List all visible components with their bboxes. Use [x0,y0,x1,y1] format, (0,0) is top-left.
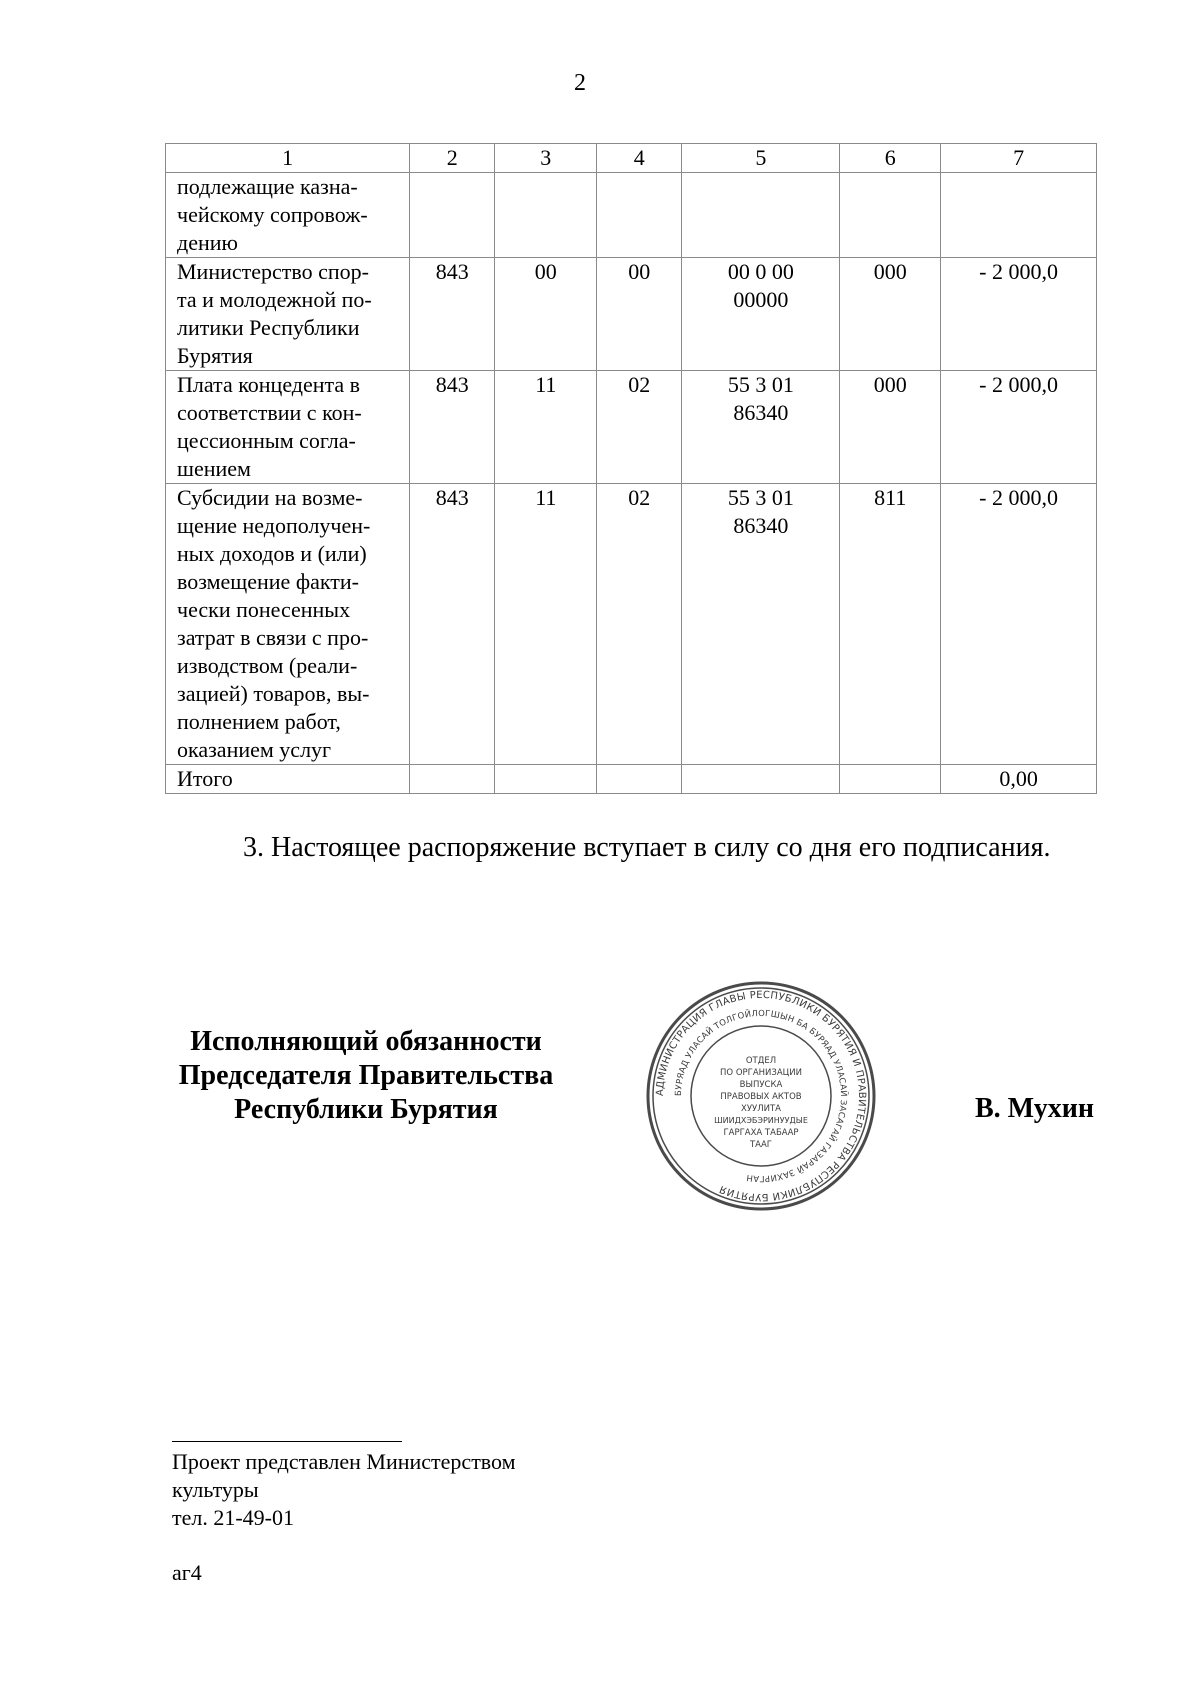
column-header-5: 5 [682,144,840,173]
official-stamp [645,980,877,1212]
document-code: аг4 [172,1560,202,1585]
row-cell: 843 [410,258,495,371]
row-amount [941,173,1097,258]
budget-changes-table [165,143,1097,794]
row-cell: 00 0 00 00000 [682,258,840,371]
table-row [166,258,1097,371]
total-label: Итого [166,765,410,794]
signatory-title-line: Председателя Правительства [178,1060,554,1091]
row-description: Плата концедента в соответствии с кон- цессионным согла- шением [166,371,410,484]
row-cell [597,765,682,794]
row-amount: - 2 000,0 [941,258,1097,371]
row-cell: 843 [410,484,495,765]
footnote [172,1448,516,1532]
row-cell: 02 [597,484,682,765]
row-description: Субсидии на возме- щение недополучен- ных доходов и (или) возмещение факти- чески понесенных затрат в связи с про- изводством (реали- зацией) товаров, вы- полнением работ, оказанием услуг [166,484,410,765]
row-cell: 55 3 01 86340 [682,371,840,484]
column-header-2: 2 [410,144,495,173]
row-cell: 000 [840,371,941,484]
stamp-center-line: ВЫПУСКА [739,1080,783,1090]
row-description: Министерство спор- та и молодежной по- литики Республики Бурятия [166,258,410,371]
stamp-center-line: ТААГ [749,1140,773,1150]
clause-3-text: 3. Настоящее распоряжение вступает в силу со дня его подписания. [243,832,1051,863]
column-header-6: 6 [840,144,941,173]
table-row [166,173,1097,258]
row-cell [840,173,941,258]
footnote-divider [172,1441,402,1442]
row-cell: 811 [840,484,941,765]
row-cell [410,765,495,794]
row-cell [495,765,597,794]
footnote-line: Проект представлен Министерством [172,1449,516,1474]
stamp-outer-ring-text: АДМИНИСТРАЦИЯ ГЛАВЫ РЕСПУБЛИКИ БУРЯТИЯ И ПРАВИТЕЛЬСТВА РЕСПУБЛИКИ БУРЯТИЯ [654,989,868,1203]
signatory-title-line: Республики Бурятия [234,1094,498,1125]
footnote-line: тел. 21-49-01 [172,1505,295,1530]
table-row [166,371,1097,484]
signatory-title-line: Исполняющий обязанности [190,1026,542,1057]
row-cell [410,173,495,258]
column-header-4: 4 [597,144,682,173]
row-cell [495,173,597,258]
row-cell [682,173,840,258]
column-header-3: 3 [495,144,597,173]
row-cell: 11 [495,484,597,765]
row-cell: 00 [495,258,597,371]
row-cell: 02 [597,371,682,484]
row-cell: 11 [495,371,597,484]
row-cell: 00 [597,258,682,371]
row-cell [597,173,682,258]
column-header-1: 1 [166,144,410,173]
stamp-center-line: ХУУЛИТА [741,1104,781,1114]
stamp-center-line: ПО ОРГАНИЗАЦИИ [720,1068,802,1078]
footnote-line: культуры [172,1477,259,1502]
row-cell [840,765,941,794]
column-header-7: 7 [941,144,1097,173]
stamp-center-line: ПРАВОВЫХ АКТОВ [720,1092,802,1102]
stamp-center-line: ШИИДХЭБЭРИНУУДЫЕ [714,1116,808,1125]
row-cell: 843 [410,371,495,484]
row-description: подлежащие казна- чейскому сопровож- дению [166,173,410,258]
row-amount: - 2 000,0 [941,371,1097,484]
stamp-inner-ring-text: БУРЯАД УЛАСАЙ ТОЛГОЙЛОГШЫН БА БУРЯАД УЛАСАЙ ЗАСАГАЙ ГАЗАРАЙ ЗАХИРГАН [673,1008,849,1184]
table-header-row [166,144,1097,173]
stamp-center-line: ОТДЕЛ [745,1056,777,1066]
row-cell [682,765,840,794]
row-amount: - 2 000,0 [941,484,1097,765]
total-value: 0,00 [941,765,1097,794]
page-number: 2 [574,70,586,96]
signatory-title [160,1025,572,1127]
row-cell: 000 [840,258,941,371]
row-cell: 55 3 01 86340 [682,484,840,765]
signatory-name: В. Мухин [975,1093,1094,1124]
table-row [166,484,1097,765]
stamp-center-line: ГАРГАХА ТАБААР [723,1128,799,1138]
table-total-row [166,765,1097,794]
